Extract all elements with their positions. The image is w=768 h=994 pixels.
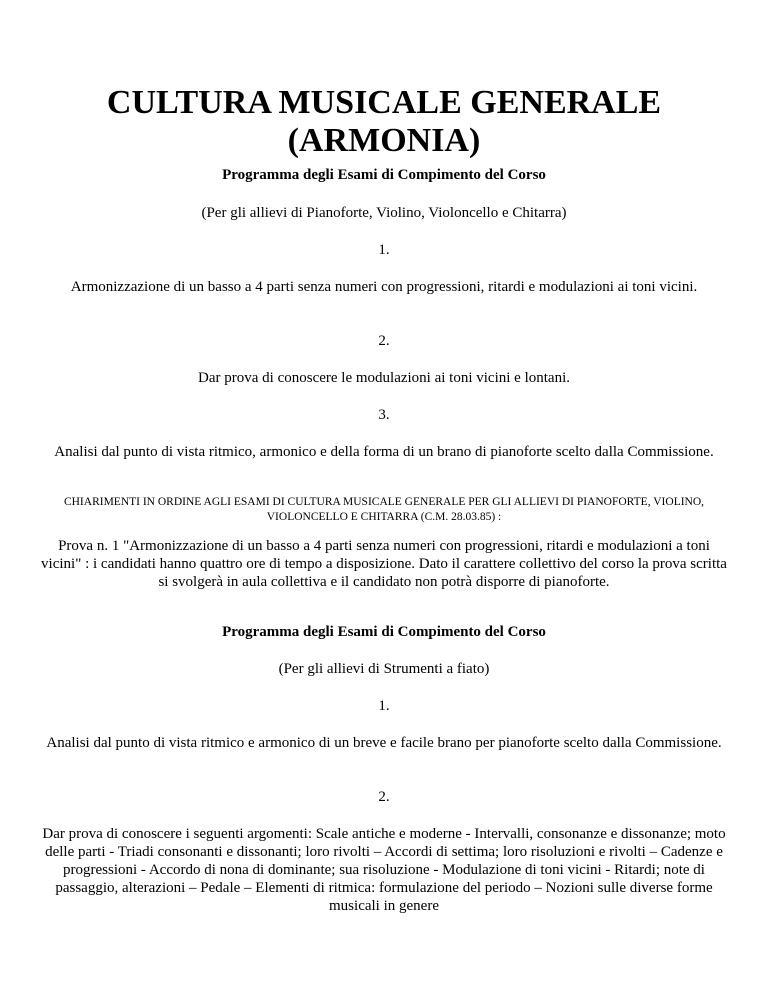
section1-subheading: (Per gli allievi di Pianoforte, Violino, Violoncello e Chitarra) (201, 205, 567, 221)
section2-item1-text: Analisi dal punto di vista ritmico e armonico di un breve e facile brano per pianoforte scelto dalla Commissione. (46, 735, 722, 751)
clarification-text: Prova n. 1 "Armonizzazione di un basso a 4 parti senza numeri con progressioni, ritardi e modulazioni a toni vicini" : i candidati hanno quattro ore di tempo a disposizione. Dato il carattere collettivo del corso la prova scritta si svolgerà in aula collettiva e il candidato non potrà disporre di pianoforte. (41, 538, 727, 590)
section1-item2-number: 2. (378, 333, 390, 349)
section2-heading: Programma degli Esami di Compimento del Corso (222, 624, 546, 640)
section2-item2-number: 2. (378, 789, 390, 805)
section1-item1-number: 1. (378, 242, 390, 258)
section1-item3-text: Analisi dal punto di vista ritmico, armonico e della forma di un brano di pianoforte scelto dalla Commissione. (54, 444, 714, 460)
section1-item1-text: Armonizzazione di un basso a 4 parti senza numeri con progressioni, ritardi e modulazioni ai toni vicini. (70, 279, 698, 295)
page-title (60, 84, 708, 160)
section2-item1-number: 1. (378, 698, 390, 714)
section1-heading: Programma degli Esami di Compimento del Corso (222, 167, 546, 183)
title-line-2: (ARMONIA) (287, 122, 481, 159)
section1-item3-number: 3. (378, 407, 390, 423)
section1-item2-text: Dar prova di conoscere le modulazioni ai toni vicini e lontani. (198, 370, 570, 386)
section2-subheading: (Per gli allievi di Strumenti a fiato) (278, 661, 490, 677)
title-line-1: CULTURA MUSICALE GENERALE (106, 84, 662, 121)
clarification-heading: CHIARIMENTI IN ORDINE AGLI ESAMI DI CULTURA MUSICALE GENERALE PER GLI ALLIEVI DI PIANOFORTE, VIOLINO, VIOLONCELLO E CHITARRA (C.M. 28.03.85) : (63, 496, 705, 523)
section2-item2-text: Dar prova di conoscere i seguenti argomenti: Scale antiche e moderne - Intervalli, consonanze e dissonanze; moto delle parti - Triadi consonanti e dissonanti; loro rivolti – Accordi di settima; loro risoluzioni e rivolti – Cadenze e progressioni - Accordo di nona di dominante; sua risoluzione - Modulazione di toni vicini - Ritardi; note di passaggio, alterazioni – Pedale – Elementi di ritmica: formulazione del periodo – Nozioni sulle diverse forme musicali in genere (42, 826, 726, 914)
